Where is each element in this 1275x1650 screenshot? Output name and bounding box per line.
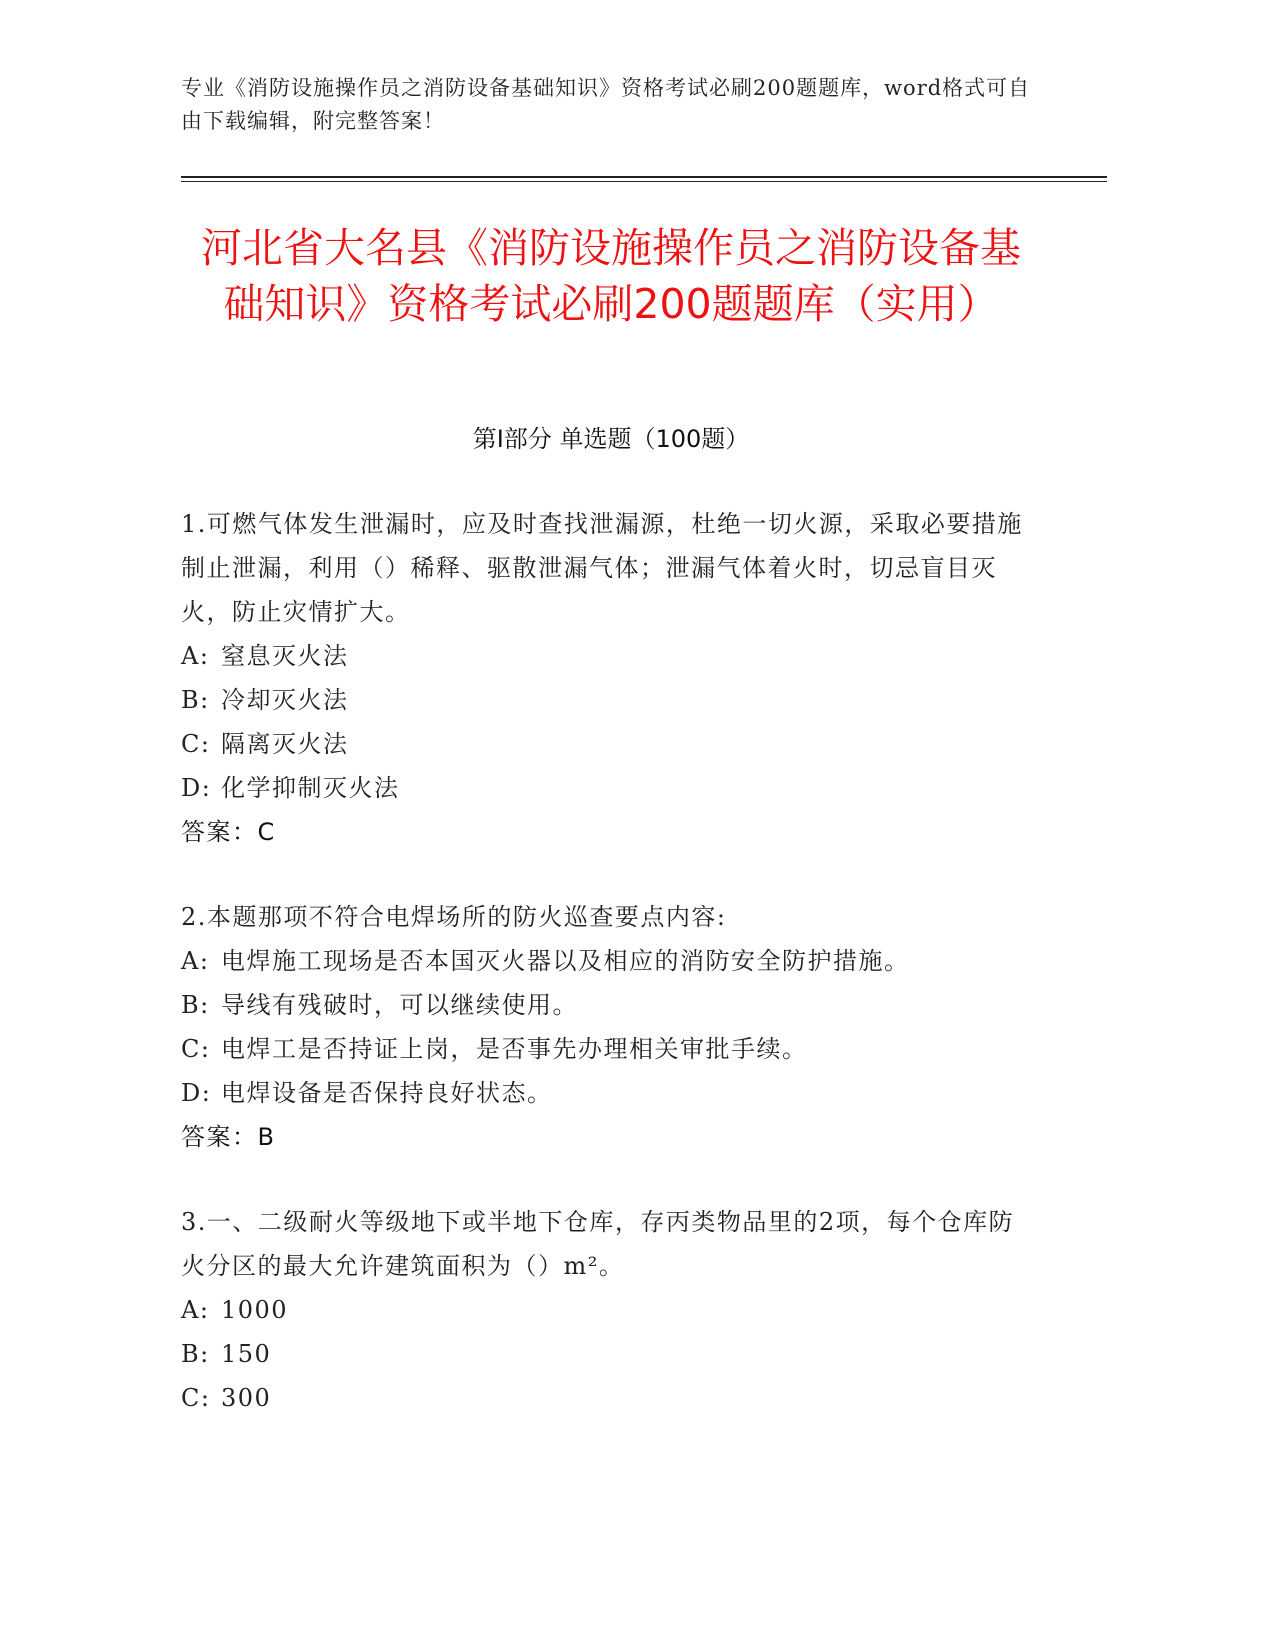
option-letter: B:	[181, 991, 210, 1019]
option-a	[181, 939, 1031, 983]
answer: 答案：B	[181, 1123, 276, 1151]
question-stem: 2.本题那项不符合电焊场所的防火巡查要点内容:	[181, 903, 727, 931]
option-letter: D:	[181, 774, 212, 802]
option-letter: A:	[181, 1296, 210, 1324]
option-letter: A:	[181, 642, 210, 670]
option-a	[181, 634, 1031, 678]
option-text: 导线有残破时，可以继续使用。	[221, 991, 578, 1019]
option-text: 150	[221, 1340, 272, 1368]
option-text: 窒息灭火法	[221, 642, 349, 670]
option-c	[181, 1027, 1031, 1071]
option-d	[181, 1071, 1031, 1115]
option-text: 冷却灭火法	[221, 686, 349, 714]
header-divider-thick	[181, 176, 1107, 178]
option-text: 300	[221, 1384, 272, 1412]
option-c	[181, 1376, 1031, 1420]
header-note: 专业《消防设施操作员之消防设备基础知识》资格考试必刷200题题库，word格式可自由下载编辑，附完整答案！	[181, 76, 1031, 133]
option-a	[181, 1288, 1031, 1332]
option-b	[181, 983, 1031, 1027]
option-b	[181, 678, 1031, 722]
option-text: 电焊工是否持证上岗，是否事先办理相关审批手续。	[221, 1035, 808, 1063]
question-stem: 3.一、二级耐火等级地下或半地下仓库，存丙类物品里的2项，每个仓库防火分区的最大允许建筑面积为（）m²。	[181, 1208, 1015, 1280]
option-letter: D:	[181, 1079, 212, 1107]
question-2	[181, 895, 1031, 1159]
header-divider-thin	[181, 181, 1107, 182]
option-b	[181, 1332, 1031, 1376]
question-1	[181, 502, 1031, 854]
option-letter: B:	[181, 1340, 210, 1368]
option-letter: A:	[181, 947, 210, 975]
option-text: 化学抑制灭火法	[221, 774, 400, 802]
option-letter: C:	[181, 1384, 211, 1412]
option-text: 电焊设备是否保持良好状态。	[221, 1079, 553, 1107]
answer: 答案：C	[181, 818, 276, 846]
option-text: 电焊施工现场是否本国灭火器以及相应的消防安全防护措施。	[221, 947, 910, 975]
option-letter: C:	[181, 730, 211, 758]
option-text: 1000	[221, 1296, 289, 1324]
question-stem: 1.可燃气体发生泄漏时，应及时查找泄漏源，杜绝一切火源，采取必要措施制止泄漏，利用（）稀释、驱散泄漏气体；泄漏气体着火时，切忌盲目灭火，防止灾情扩大。	[181, 510, 1023, 626]
section-title: 第Ⅰ部分 单选题（100题）	[472, 425, 750, 453]
question-3	[181, 1200, 1031, 1420]
option-letter: B:	[181, 686, 210, 714]
document-title: 河北省大名县《消防设施操作员之消防设备基础知识》资格考试必刷200题题库（实用）	[201, 224, 1021, 328]
option-c	[181, 722, 1031, 766]
option-d	[181, 766, 1031, 810]
option-text: 隔离灭火法	[221, 730, 349, 758]
option-letter: C:	[181, 1035, 211, 1063]
